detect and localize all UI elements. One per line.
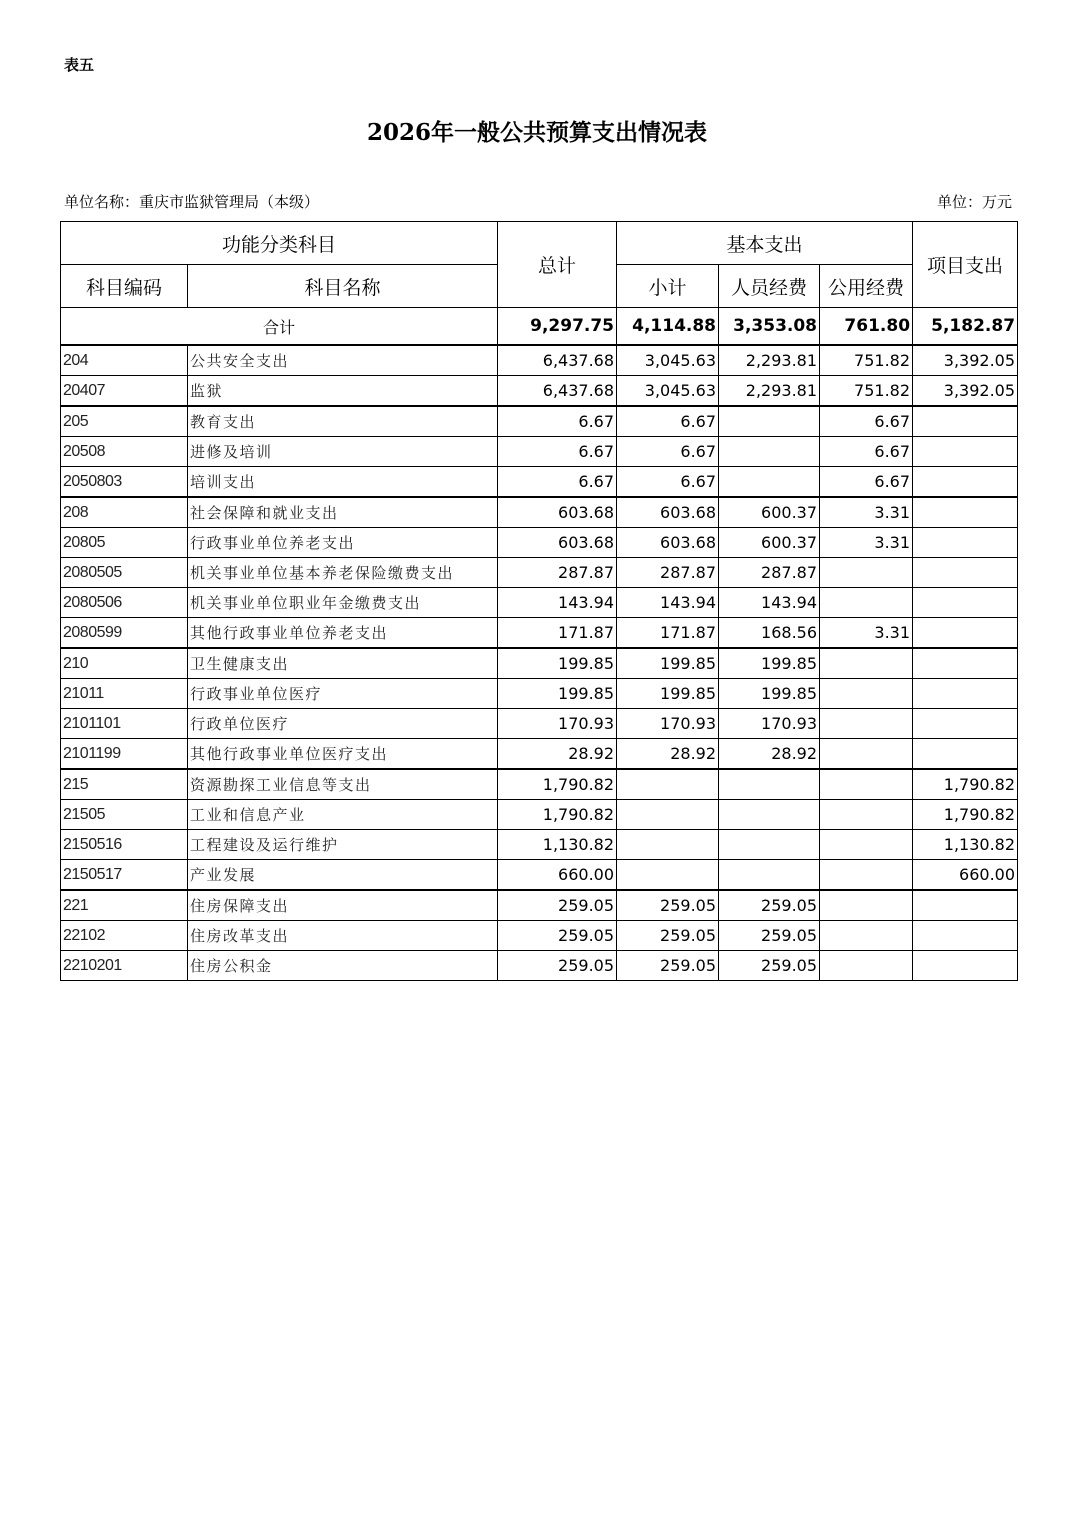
cell-total: 1,790.82 <box>498 769 617 800</box>
cell-public <box>820 739 913 770</box>
cell-subtotal <box>617 800 719 830</box>
cell-name: 机关事业单位基本养老保险缴费支出 <box>188 558 498 588</box>
unit-name-label: 单位名称：重庆市监狱管理局（本级） <box>64 193 320 211</box>
table-row <box>61 558 1018 588</box>
cell-personnel: 143.94 <box>719 588 820 618</box>
cell-personnel <box>719 437 820 467</box>
page-title: 2026年一般公共预算支出情况表 <box>366 119 707 146</box>
cell-code: 205 <box>61 406 188 437</box>
cell-name: 工业和信息产业 <box>188 800 498 830</box>
cell-public: 751.82 <box>820 345 913 376</box>
cell-name: 住房保障支出 <box>188 890 498 921</box>
cell-personnel: 199.85 <box>719 648 820 679</box>
cell-subtotal: 259.05 <box>617 890 719 921</box>
cell-total: 171.87 <box>498 618 617 649</box>
cell-name: 行政单位医疗 <box>188 709 498 739</box>
cell-subtotal: 199.85 <box>617 679 719 709</box>
cell-name: 教育支出 <box>188 406 498 437</box>
table-row <box>61 467 1018 498</box>
cell-code: 221 <box>61 890 188 921</box>
cell-project <box>913 558 1018 588</box>
header-personnel: 人员经费 <box>719 265 820 308</box>
cell-project: 3,392.05 <box>913 376 1018 407</box>
cell-personnel: 287.87 <box>719 558 820 588</box>
table-row <box>61 345 1018 376</box>
cell-total: 6,437.68 <box>498 376 617 407</box>
header-code: 科目编码 <box>61 265 188 308</box>
cell-name: 住房改革支出 <box>188 921 498 951</box>
header-subtotal: 小计 <box>617 265 719 308</box>
cell-subtotal <box>617 860 719 891</box>
cell-personnel: 170.93 <box>719 709 820 739</box>
cell-subtotal: 259.05 <box>617 951 719 981</box>
cell-public: 6.67 <box>820 437 913 467</box>
cell-subtotal: 6.67 <box>617 406 719 437</box>
cell-public <box>820 890 913 921</box>
cell-name: 工程建设及运行维护 <box>188 830 498 860</box>
cell-project <box>913 467 1018 498</box>
cell-name: 其他行政事业单位养老支出 <box>188 618 498 649</box>
cell-project <box>913 528 1018 558</box>
cell-total: 1,790.82 <box>498 800 617 830</box>
table-row <box>61 648 1018 679</box>
cell-personnel: 199.85 <box>719 679 820 709</box>
cell-project: 1,130.82 <box>913 830 1018 860</box>
cell-personnel: 168.56 <box>719 618 820 649</box>
cell-personnel: 259.05 <box>719 951 820 981</box>
header-total: 总计 <box>498 222 617 308</box>
cell-personnel <box>719 800 820 830</box>
cell-total: 28.92 <box>498 739 617 770</box>
cell-subtotal <box>617 769 719 800</box>
cell-public <box>820 830 913 860</box>
table-row <box>61 951 1018 981</box>
cell-project <box>913 588 1018 618</box>
cell-public: 3.31 <box>820 618 913 649</box>
cell-total: 1,130.82 <box>498 830 617 860</box>
cell-public <box>820 679 913 709</box>
cell-public <box>820 648 913 679</box>
cell-public <box>820 951 913 981</box>
cell-code: 20508 <box>61 437 188 467</box>
cell-name: 资源勘探工业信息等支出 <box>188 769 498 800</box>
table-row <box>61 769 1018 800</box>
cell-public <box>820 588 913 618</box>
cell-name: 卫生健康支出 <box>188 648 498 679</box>
total-label: 合计 <box>61 308 498 346</box>
cell-code: 2080599 <box>61 618 188 649</box>
cell-subtotal: 259.05 <box>617 921 719 951</box>
cell-code: 210 <box>61 648 188 679</box>
cell-code: 2150517 <box>61 860 188 891</box>
cell-subtotal: 199.85 <box>617 648 719 679</box>
cell-total: 603.68 <box>498 497 617 528</box>
total-total: 9,297.75 <box>498 308 617 346</box>
cell-code: 204 <box>61 345 188 376</box>
cell-subtotal: 3,045.63 <box>617 376 719 407</box>
cell-project <box>913 406 1018 437</box>
total-subtotal: 4,114.88 <box>617 308 719 346</box>
cell-project <box>913 739 1018 770</box>
header-row-1 <box>61 222 1018 265</box>
cell-subtotal: 603.68 <box>617 528 719 558</box>
cell-public <box>820 921 913 951</box>
cell-total: 259.05 <box>498 921 617 951</box>
cell-name: 社会保障和就业支出 <box>188 497 498 528</box>
cell-total: 259.05 <box>498 951 617 981</box>
cell-name: 公共安全支出 <box>188 345 498 376</box>
cell-name: 机关事业单位职业年金缴费支出 <box>188 588 498 618</box>
cell-total: 287.87 <box>498 558 617 588</box>
cell-name: 其他行政事业单位医疗支出 <box>188 739 498 770</box>
table-row <box>61 528 1018 558</box>
cell-subtotal: 6.67 <box>617 467 719 498</box>
table-row <box>61 497 1018 528</box>
cell-name: 监狱 <box>188 376 498 407</box>
cell-personnel: 259.05 <box>719 890 820 921</box>
cell-public: 3.31 <box>820 528 913 558</box>
cell-public: 751.82 <box>820 376 913 407</box>
cell-total: 660.00 <box>498 860 617 891</box>
cell-project <box>913 890 1018 921</box>
cell-subtotal: 287.87 <box>617 558 719 588</box>
cell-code: 2210201 <box>61 951 188 981</box>
cell-code: 2050803 <box>61 467 188 498</box>
currency-unit-label: 单位：万元 <box>936 193 1012 211</box>
cell-name: 行政事业单位医疗 <box>188 679 498 709</box>
cell-public <box>820 860 913 891</box>
cell-code: 2150516 <box>61 830 188 860</box>
cell-project <box>913 951 1018 981</box>
cell-public: 6.67 <box>820 406 913 437</box>
table-row <box>61 588 1018 618</box>
cell-personnel: 600.37 <box>719 528 820 558</box>
cell-personnel <box>719 860 820 891</box>
table-row <box>61 739 1018 770</box>
cell-personnel <box>719 406 820 437</box>
cell-total: 199.85 <box>498 679 617 709</box>
cell-name: 进修及培训 <box>188 437 498 467</box>
cell-code: 20805 <box>61 528 188 558</box>
cell-subtotal <box>617 830 719 860</box>
header-public: 公用经费 <box>820 265 913 308</box>
table-row <box>61 679 1018 709</box>
table-row <box>61 921 1018 951</box>
cell-code: 21011 <box>61 679 188 709</box>
cell-subtotal: 28.92 <box>617 739 719 770</box>
cell-project <box>913 709 1018 739</box>
total-row <box>61 308 1018 346</box>
cell-code: 2080506 <box>61 588 188 618</box>
cell-subtotal: 170.93 <box>617 709 719 739</box>
cell-name: 住房公积金 <box>188 951 498 981</box>
header-functional-category: 功能分类科目 <box>61 222 498 265</box>
cell-total: 259.05 <box>498 890 617 921</box>
cell-total: 170.93 <box>498 709 617 739</box>
table-row <box>61 376 1018 407</box>
cell-name: 培训支出 <box>188 467 498 498</box>
cell-total: 143.94 <box>498 588 617 618</box>
cell-name: 产业发展 <box>188 860 498 891</box>
cell-subtotal: 603.68 <box>617 497 719 528</box>
table-row <box>61 406 1018 437</box>
cell-total: 6,437.68 <box>498 345 617 376</box>
total-public: 761.80 <box>820 308 913 346</box>
budget-expenditure-table <box>60 221 1018 981</box>
table-row <box>61 437 1018 467</box>
cell-subtotal: 171.87 <box>617 618 719 649</box>
cell-total: 6.67 <box>498 406 617 437</box>
cell-project: 1,790.82 <box>913 800 1018 830</box>
cell-project <box>913 921 1018 951</box>
cell-personnel <box>719 769 820 800</box>
cell-code: 21505 <box>61 800 188 830</box>
cell-subtotal: 6.67 <box>617 437 719 467</box>
cell-project: 3,392.05 <box>913 345 1018 376</box>
cell-subtotal: 3,045.63 <box>617 345 719 376</box>
cell-name: 行政事业单位养老支出 <box>188 528 498 558</box>
cell-code: 20407 <box>61 376 188 407</box>
table-row <box>61 860 1018 891</box>
table-row <box>61 618 1018 649</box>
header-name: 科目名称 <box>188 265 498 308</box>
cell-project <box>913 497 1018 528</box>
form-number: 表五 <box>64 56 95 74</box>
cell-personnel: 600.37 <box>719 497 820 528</box>
cell-project <box>913 618 1018 649</box>
cell-public <box>820 558 913 588</box>
table-row <box>61 709 1018 739</box>
cell-personnel <box>719 467 820 498</box>
cell-personnel <box>719 830 820 860</box>
cell-project: 1,790.82 <box>913 769 1018 800</box>
header-basic-expenditure: 基本支出 <box>617 222 913 265</box>
cell-public <box>820 709 913 739</box>
cell-personnel: 259.05 <box>719 921 820 951</box>
cell-code: 215 <box>61 769 188 800</box>
cell-code: 22102 <box>61 921 188 951</box>
cell-total: 6.67 <box>498 467 617 498</box>
cell-public <box>820 769 913 800</box>
cell-total: 6.67 <box>498 437 617 467</box>
cell-subtotal: 143.94 <box>617 588 719 618</box>
cell-personnel: 28.92 <box>719 739 820 770</box>
cell-project <box>913 679 1018 709</box>
table-row <box>61 830 1018 860</box>
cell-code: 2080505 <box>61 558 188 588</box>
cell-total: 603.68 <box>498 528 617 558</box>
cell-project: 660.00 <box>913 860 1018 891</box>
cell-code: 208 <box>61 497 188 528</box>
table-row <box>61 890 1018 921</box>
cell-personnel: 2,293.81 <box>719 345 820 376</box>
cell-project <box>913 648 1018 679</box>
cell-public: 6.67 <box>820 467 913 498</box>
cell-public: 3.31 <box>820 497 913 528</box>
total-project: 5,182.87 <box>913 308 1018 346</box>
table-row <box>61 800 1018 830</box>
cell-personnel: 2,293.81 <box>719 376 820 407</box>
total-personnel: 3,353.08 <box>719 308 820 346</box>
header-project-expenditure: 项目支出 <box>913 222 1018 308</box>
cell-project <box>913 437 1018 467</box>
cell-code: 2101101 <box>61 709 188 739</box>
cell-public <box>820 800 913 830</box>
cell-total: 199.85 <box>498 648 617 679</box>
cell-code: 2101199 <box>61 739 188 770</box>
